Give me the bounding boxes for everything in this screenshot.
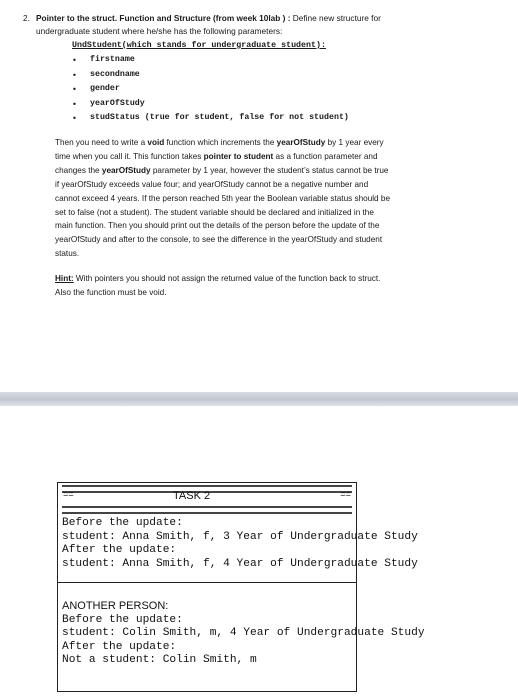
task-header (63, 490, 351, 504)
console-line: After the update: (62, 640, 177, 653)
paragraph-text: yearOfStudy and after to the console, to see the difference in the yearOfStudy and student (55, 235, 383, 245)
paragraph-text: if yearOfStudy exceeds value four; and yearOfStudy cannot be a negative number and (55, 179, 369, 189)
another-person-label: ANOTHER PERSON: (62, 600, 169, 612)
parameter-list (72, 53, 349, 126)
hint-text-2: Also the function must be void. (55, 287, 167, 297)
task-title: TASK 2 (173, 490, 211, 502)
console-line: student: Colin Smith, m, 4 Year of Undergraduate Study (62, 627, 425, 640)
paragraph-line (55, 136, 455, 150)
paragraph-text: cannot exceed 4 years. If the person reached 5th year the Boolean variable status should be (55, 193, 390, 203)
hint-line-1 (55, 272, 455, 286)
question-title: Pointer to the struct. Function and Structure (from week 10lab ) : (36, 13, 291, 23)
paragraph-text: changes the (55, 165, 102, 175)
console-output (57, 482, 425, 692)
rule-bottom (62, 506, 352, 514)
task-right-marker: == (340, 490, 351, 500)
page-separator (0, 392, 518, 406)
console-line: Before the update: (62, 517, 183, 529)
question-desc-1: Define new structure for (290, 13, 381, 23)
paragraph-text: status. (55, 249, 80, 259)
question-number: 2. (23, 13, 30, 23)
console-line: Not a student: Colin Smith, m (62, 654, 257, 667)
paragraph-bold-text: yearOfStudy (101, 165, 151, 175)
paragraph-text: parameter by 1 year, however the student’s status cannot be true (150, 165, 389, 175)
parameter-item: • firstname (72, 53, 349, 68)
paragraph-line (55, 150, 455, 164)
paragraph-text: as a function parameter and (273, 151, 378, 161)
paragraph-line (55, 233, 455, 247)
paragraph-text: set to false (not a student). The student variable should be declared and initialized in the (55, 207, 374, 217)
paragraph-line (55, 219, 455, 233)
paragraph-bold-text: void (147, 138, 165, 147)
paragraph-bold-text: yearOfStudy (276, 138, 326, 147)
paragraph-line (55, 178, 455, 192)
paragraph-line (55, 164, 455, 178)
console-line: Before the update: (62, 613, 183, 626)
paragraph-text: function which increments the (164, 138, 277, 147)
question-header (23, 12, 476, 38)
parameter-item: • secondname (72, 68, 349, 83)
instructions-paragraph (55, 136, 455, 261)
paragraph-line (55, 247, 455, 261)
console-line: student: Anna Smith, f, 4 Year of Undergraduate Study (62, 557, 418, 570)
paragraph-bold-text: pointer to student (203, 151, 274, 161)
question-desc-2: undergraduate student where he/she has the following parameters: (36, 26, 283, 36)
parameter-item: • yearOfStudy (72, 97, 349, 112)
paragraph-text: Then you need to write a (55, 138, 148, 147)
console-line: After the update: (62, 544, 177, 557)
console-area (0, 406, 518, 700)
struct-parameters (72, 39, 349, 126)
hint-section (55, 272, 455, 300)
paragraph-line (55, 192, 455, 206)
paragraph-text: by 1 year every (325, 138, 384, 147)
paragraph-line (55, 206, 455, 220)
paragraph-text: main function. Then you should print out the details of the person before the update of the (55, 221, 380, 231)
hint-text-1: With pointers you should not assign the returned value of the function back to struct. (73, 274, 381, 283)
hint-label: Hint: (55, 274, 74, 283)
parameter-item: • gender (72, 82, 349, 97)
console-divider (58, 582, 356, 583)
question-line-1 (36, 12, 476, 25)
paragraph-text: time when you call it. This function takes (55, 151, 204, 161)
parameter-item: • studStatus (true for student, false for not student) (72, 111, 349, 126)
console-line: student: Anna Smith, f, 3 Year of Undergraduate Study (62, 530, 418, 543)
struct-title: UndStudent(which stands for undergraduate student): (72, 41, 326, 50)
task-left-marker: == (63, 490, 74, 500)
